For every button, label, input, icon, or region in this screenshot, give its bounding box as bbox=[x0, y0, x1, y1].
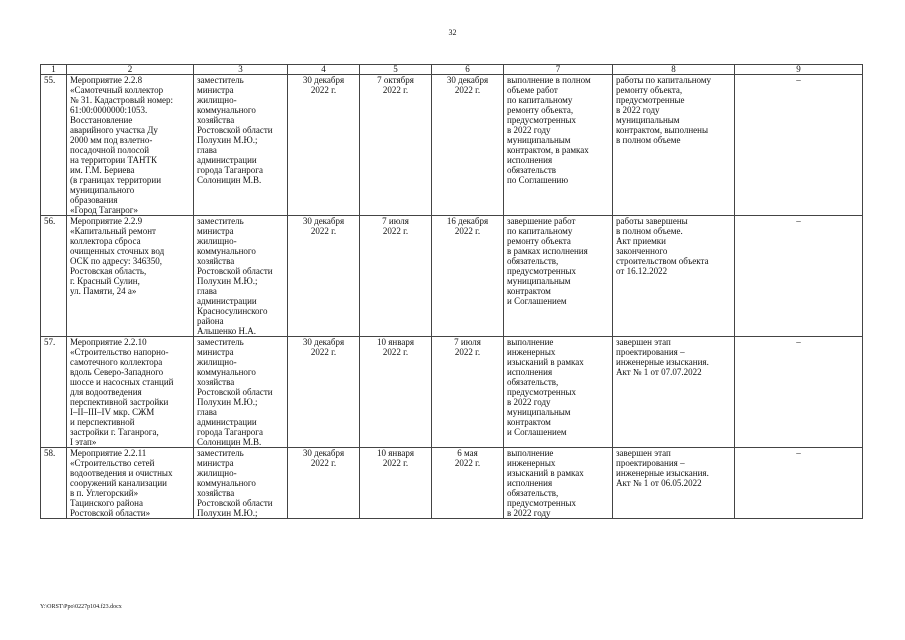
actual-start-date-line: 2022 г. bbox=[382, 458, 409, 468]
expected-result-line: инженерных bbox=[507, 458, 556, 468]
planned-end-date-cell bbox=[288, 448, 360, 519]
actual-result-line: Акт № 1 от 07.07.2022 bbox=[616, 367, 702, 377]
actual-end-date-line: 2022 г. bbox=[454, 226, 481, 236]
responsible-line: города Таганрога bbox=[197, 427, 263, 437]
activity-line: коллектора сброса bbox=[70, 236, 141, 246]
actual-result-line: в полном объеме bbox=[616, 135, 681, 145]
report-table bbox=[40, 64, 863, 519]
remarks-cell: – bbox=[735, 75, 863, 216]
actual-end-date-line: 7 июля bbox=[454, 337, 481, 347]
planned-end-date-cell bbox=[288, 337, 360, 448]
actual-start-date-line: 10 января bbox=[377, 448, 414, 458]
expected-result-line: в 2022 году bbox=[507, 397, 551, 407]
actual-start-date-line: 7 июля bbox=[382, 216, 409, 226]
responsible-line: коммунального bbox=[197, 478, 256, 488]
activity-line: посадочной полосой bbox=[70, 145, 150, 155]
actual-result-line: завершен этап bbox=[616, 337, 671, 347]
actual-start-date-line: 2022 г. bbox=[382, 85, 409, 95]
remarks-cell: – bbox=[735, 216, 863, 337]
actual-result-line: в полном объеме. bbox=[616, 226, 683, 236]
planned-end-date-line: 2022 г. bbox=[310, 347, 337, 357]
expected-result-line: исполнения bbox=[507, 367, 553, 377]
actual-end-date-line: 16 декабря bbox=[446, 216, 489, 226]
column-header: 6 bbox=[432, 65, 504, 75]
expected-result-line: по капитальному bbox=[507, 226, 573, 236]
activity-line: Ростовской области» bbox=[70, 508, 151, 518]
actual-end-date-cell bbox=[432, 337, 504, 448]
responsible-cell bbox=[194, 75, 288, 216]
responsible-line: заместитель bbox=[197, 216, 244, 226]
actual-result-line: законченного bbox=[616, 246, 668, 256]
responsible-line: города Таганрога bbox=[197, 165, 263, 175]
actual-start-date-cell bbox=[360, 448, 432, 519]
actual-result-line: Акт № 1 от 06.05.2022 bbox=[616, 478, 702, 488]
responsible-line: жилищно- bbox=[197, 357, 237, 367]
expected-result-line: в 2022 году bbox=[507, 125, 551, 135]
expected-result-line: обязательств bbox=[507, 165, 557, 175]
activity-line: 2000 мм под взлетно- bbox=[70, 135, 153, 145]
expected-result-line: исполнения bbox=[507, 155, 553, 165]
responsible-line: глава bbox=[197, 145, 217, 155]
expected-result-line: предусмотренных bbox=[507, 387, 577, 397]
planned-end-date-line: 2022 г. bbox=[310, 85, 337, 95]
responsible-line: министра bbox=[197, 226, 234, 236]
expected-result-line: завершение работ bbox=[507, 216, 576, 226]
responsible-line: министра bbox=[197, 347, 234, 357]
responsible-line: администрации bbox=[197, 296, 257, 306]
expected-result-line: контрактом, в рамках bbox=[507, 145, 589, 155]
actual-end-date-line: 2022 г. bbox=[454, 458, 481, 468]
expected-result-line: объеме работ bbox=[507, 85, 558, 95]
expected-result-line: и Соглашением bbox=[507, 296, 567, 306]
activity-line: аварийного участка Ду bbox=[70, 125, 158, 135]
expected-result-line: ремонту объекта, bbox=[507, 105, 574, 115]
column-header: 3 bbox=[194, 65, 288, 75]
planned-end-date-line: 2022 г. bbox=[310, 226, 337, 236]
responsible-line: хозяйства bbox=[197, 115, 235, 125]
actual-result-line: контрактом, выполнены bbox=[616, 125, 709, 135]
expected-result-line: обязательств, bbox=[507, 488, 559, 498]
table-row bbox=[41, 216, 863, 337]
page-number: 32 bbox=[448, 28, 457, 37]
responsible-line: глава bbox=[197, 286, 217, 296]
responsible-line: Полухин М.Ю.; bbox=[197, 276, 258, 286]
expected-result-line: инженерных bbox=[507, 347, 556, 357]
expected-result-line: по капитальному bbox=[507, 95, 573, 105]
table-row bbox=[41, 75, 863, 216]
actual-result-line: инженерные изыскания. bbox=[616, 468, 709, 478]
responsible-line: Альшенко Н.А. bbox=[197, 326, 257, 336]
responsible-line: Солоницин М.В. bbox=[197, 437, 262, 447]
planned-end-date-line: 30 декабря bbox=[302, 216, 345, 226]
activity-line: I–II–III–IV мкр. СЖМ bbox=[70, 407, 155, 417]
expected-result-cell bbox=[504, 448, 613, 519]
expected-result-line: обязательств, bbox=[507, 256, 559, 266]
activity-line: 61:00:0000000:1053. bbox=[70, 105, 148, 115]
activity-cell bbox=[67, 448, 194, 519]
column-header: 2 bbox=[67, 65, 194, 75]
expected-result-line: предусмотренных bbox=[507, 266, 577, 276]
activity-line: I этап» bbox=[70, 437, 97, 447]
row-number-cell: 57. bbox=[41, 337, 67, 448]
actual-result-line: работы завершены bbox=[616, 216, 688, 226]
expected-result-line: выполнение bbox=[507, 448, 554, 458]
responsible-line: коммунального bbox=[197, 105, 256, 115]
activity-line: «Самотечный коллектор bbox=[70, 85, 164, 95]
row-number-cell: 55. bbox=[41, 75, 67, 216]
actual-result-line: предусмотренные bbox=[616, 95, 685, 105]
activity-line: вдоль Северо-Западного bbox=[70, 367, 164, 377]
column-header: 5 bbox=[360, 65, 432, 75]
expected-result-line: предусмотренных bbox=[507, 115, 577, 125]
actual-result-line: инженерные изыскания. bbox=[616, 357, 709, 367]
responsible-line: хозяйства bbox=[197, 256, 235, 266]
activity-line: (в границах территории bbox=[70, 175, 162, 185]
activity-line: ул. Памяти, 24 а» bbox=[70, 286, 137, 296]
activity-cell bbox=[67, 75, 194, 216]
expected-result-line: контрактом bbox=[507, 417, 551, 427]
responsible-cell bbox=[194, 448, 288, 519]
expected-result-line: в 2022 году bbox=[507, 508, 551, 518]
planned-end-date-line: 2022 г. bbox=[310, 458, 337, 468]
planned-end-date-line: 30 декабря bbox=[302, 337, 345, 347]
activity-line: Мероприятие 2.2.11 bbox=[70, 448, 147, 458]
responsible-line: хозяйства bbox=[197, 488, 235, 498]
expected-result-line: выполнение bbox=[507, 337, 554, 347]
activity-line: Тацинского района bbox=[70, 498, 143, 508]
actual-end-date-cell bbox=[432, 448, 504, 519]
activity-cell bbox=[67, 216, 194, 337]
expected-result-line: выполнение в полном bbox=[507, 75, 591, 85]
actual-result-cell bbox=[613, 448, 735, 519]
responsible-line: жилищно- bbox=[197, 236, 237, 246]
activity-line: муниципального bbox=[70, 185, 135, 195]
activity-line: ОСК по адресу: 346350, bbox=[70, 256, 162, 266]
expected-result-line: муниципальным bbox=[507, 135, 571, 145]
responsible-line: жилищно- bbox=[197, 468, 237, 478]
actual-start-date-line: 10 января bbox=[377, 337, 414, 347]
activity-line: Восстановление bbox=[70, 115, 133, 125]
responsible-line: глава bbox=[197, 407, 217, 417]
actual-result-line: завершен этап bbox=[616, 448, 671, 458]
actual-end-date-line: 30 декабря bbox=[446, 75, 489, 85]
column-header: 4 bbox=[288, 65, 360, 75]
responsible-line: коммунального bbox=[197, 246, 256, 256]
responsible-cell bbox=[194, 216, 288, 337]
actual-result-line: строительством объекта bbox=[616, 256, 709, 266]
activity-line: и перспективной bbox=[70, 417, 135, 427]
expected-result-line: муниципальным bbox=[507, 276, 571, 286]
expected-result-line: обязательств, bbox=[507, 377, 559, 387]
responsible-line: Ростовской области bbox=[197, 498, 273, 508]
activity-line: перспективной застройки bbox=[70, 397, 169, 407]
actual-start-date-line: 7 октября bbox=[377, 75, 414, 85]
responsible-line: заместитель bbox=[197, 337, 244, 347]
expected-result-line: по Соглашению bbox=[507, 175, 569, 185]
planned-end-date-line: 30 декабря bbox=[302, 75, 345, 85]
actual-result-line: от 16.12.2022 bbox=[616, 266, 668, 276]
activity-line: «Город Таганрог» bbox=[70, 205, 138, 215]
expected-result-line: в рамках исполнения bbox=[507, 246, 588, 256]
actual-result-cell bbox=[613, 216, 735, 337]
responsible-line: Солоницин М.В. bbox=[197, 175, 262, 185]
planned-end-date-cell bbox=[288, 216, 360, 337]
column-header: 9 bbox=[735, 65, 863, 75]
activity-line: водоотведения и очистных bbox=[70, 468, 173, 478]
activity-line: г. Красный Сулин, bbox=[70, 276, 140, 286]
activity-line: Мероприятие 2.2.8 bbox=[70, 75, 143, 85]
actual-result-line: проектирования – bbox=[616, 347, 685, 357]
activity-line: самотечного коллектора bbox=[70, 357, 163, 367]
activity-cell bbox=[67, 337, 194, 448]
column-header: 8 bbox=[613, 65, 735, 75]
actual-end-date-line: 6 мая bbox=[457, 448, 478, 458]
remarks-cell: – bbox=[735, 448, 863, 519]
planned-end-date-line: 30 декабря bbox=[302, 448, 345, 458]
activity-line: Ростовская область, bbox=[70, 266, 147, 276]
expected-result-line: исполнения bbox=[507, 478, 553, 488]
activity-line: Мероприятие 2.2.9 bbox=[70, 216, 143, 226]
actual-result-line: проектирования – bbox=[616, 458, 685, 468]
actual-end-date-line: 2022 г. bbox=[454, 347, 481, 357]
responsible-cell bbox=[194, 337, 288, 448]
responsible-line: хозяйства bbox=[197, 377, 235, 387]
actual-start-date-cell bbox=[360, 216, 432, 337]
actual-start-date-line: 2022 г. bbox=[382, 226, 409, 236]
responsible-line: министра bbox=[197, 85, 234, 95]
expected-result-line: изысканий в рамках bbox=[507, 357, 584, 367]
actual-result-line: муниципальным bbox=[616, 115, 680, 125]
actual-end-date-cell bbox=[432, 75, 504, 216]
activity-line: на территории ТАНТК bbox=[70, 155, 158, 165]
activity-line: образования bbox=[70, 195, 118, 205]
responsible-line: министра bbox=[197, 458, 234, 468]
activity-line: № 31. Кадастровый номер: bbox=[70, 95, 174, 105]
expected-result-cell bbox=[504, 337, 613, 448]
actual-end-date-cell bbox=[432, 216, 504, 337]
responsible-line: Ростовской области bbox=[197, 387, 273, 397]
activity-line: для водоотведения bbox=[70, 387, 142, 397]
table-row bbox=[41, 337, 863, 448]
responsible-line: заместитель bbox=[197, 448, 244, 458]
actual-result-line: Акт приемки bbox=[616, 236, 666, 246]
expected-result-line: муниципальным bbox=[507, 407, 571, 417]
row-number-cell: 56. bbox=[41, 216, 67, 337]
expected-result-line: ремонту объекта bbox=[507, 236, 571, 246]
activity-line: «Строительство напорно- bbox=[70, 347, 169, 357]
responsible-line: Полухин М.Ю.; bbox=[197, 508, 258, 518]
responsible-line: жилищно- bbox=[197, 95, 237, 105]
responsible-line: администрации bbox=[197, 417, 257, 427]
actual-end-date-line: 2022 г. bbox=[454, 85, 481, 95]
expected-result-cell bbox=[504, 75, 613, 216]
responsible-line: района bbox=[197, 316, 224, 326]
column-header: 1 bbox=[41, 65, 67, 75]
responsible-line: Ростовской области bbox=[197, 125, 273, 135]
actual-start-date-cell bbox=[360, 337, 432, 448]
activity-line: сооружений канализации bbox=[70, 478, 167, 488]
actual-result-cell bbox=[613, 75, 735, 216]
column-header: 7 bbox=[504, 65, 613, 75]
expected-result-line: и Соглашением bbox=[507, 427, 567, 437]
expected-result-line: предусмотренных bbox=[507, 498, 577, 508]
expected-result-cell bbox=[504, 216, 613, 337]
responsible-line: Полухин М.Ю.; bbox=[197, 397, 258, 407]
expected-result-line: контрактом bbox=[507, 286, 551, 296]
actual-start-date-cell bbox=[360, 75, 432, 216]
activity-line: очищенных сточных вод bbox=[70, 246, 165, 256]
column-header-row bbox=[41, 65, 863, 75]
responsible-line: Ростовской области bbox=[197, 266, 273, 276]
activity-line: им. Г.М. Бериева bbox=[70, 165, 135, 175]
responsible-line: Полухин М.Ю.; bbox=[197, 135, 258, 145]
activity-line: в п. Углегорский» bbox=[70, 488, 139, 498]
responsible-line: Красносулинского bbox=[197, 306, 268, 316]
activity-line: «Капитальный ремонт bbox=[70, 226, 156, 236]
actual-result-line: работы по капитальному bbox=[616, 75, 712, 85]
responsible-line: заместитель bbox=[197, 75, 244, 85]
activity-line: «Строительство сетей bbox=[70, 458, 155, 468]
activity-line: шоссе и насосных станций bbox=[70, 377, 174, 387]
row-number-cell: 58. bbox=[41, 448, 67, 519]
responsible-line: администрации bbox=[197, 155, 257, 165]
activity-line: застройки г. Таганрога, bbox=[70, 427, 159, 437]
actual-result-cell bbox=[613, 337, 735, 448]
activity-line: Мероприятие 2.2.10 bbox=[70, 337, 147, 347]
file-path-footer: Y:\ORST\Ppo\0227p104.f23.docx bbox=[40, 604, 122, 610]
expected-result-line: изысканий в рамках bbox=[507, 468, 584, 478]
actual-result-line: в 2022 году bbox=[616, 105, 660, 115]
table-row bbox=[41, 448, 863, 519]
responsible-line: коммунального bbox=[197, 367, 256, 377]
actual-result-line: ремонту объекта, bbox=[616, 85, 683, 95]
planned-end-date-cell bbox=[288, 75, 360, 216]
remarks-cell: – bbox=[735, 337, 863, 448]
actual-start-date-line: 2022 г. bbox=[382, 347, 409, 357]
